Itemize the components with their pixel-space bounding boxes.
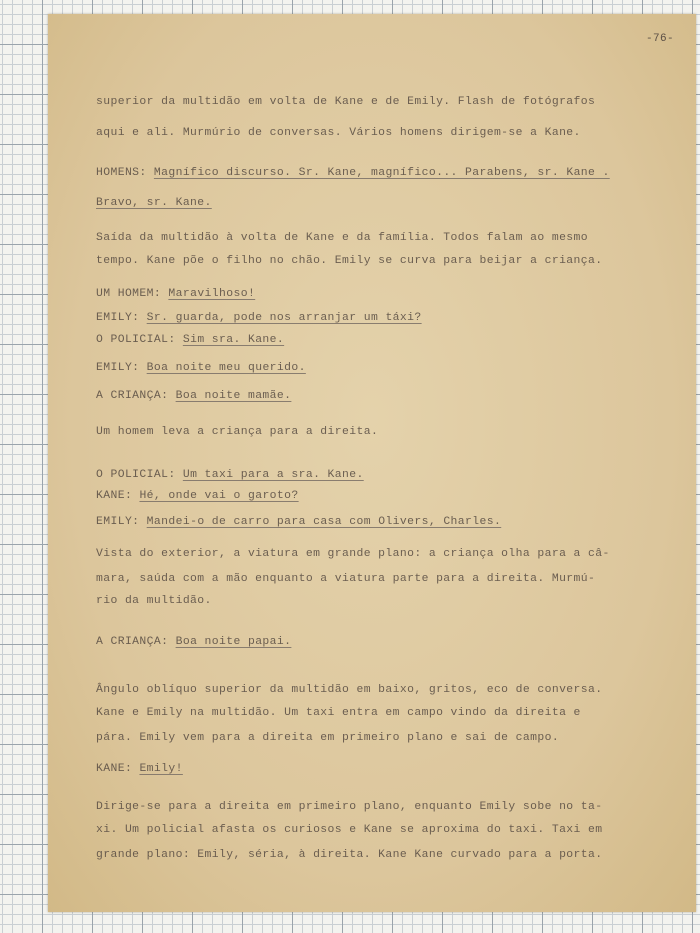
- speech-text: Hé, onde vai o garoto?: [139, 490, 299, 502]
- action-line: [96, 95, 595, 109]
- speaker-label: O POLICIAL:: [96, 469, 176, 481]
- speaker-label: A CRIANÇA:: [96, 390, 169, 402]
- action-line: [96, 800, 602, 814]
- speaker-label: KANE:: [96, 490, 133, 502]
- line-text: grande plano: Emily, séria, à direita. Kane Kane curvado para a porta.: [96, 849, 603, 861]
- dialogue-line: [96, 361, 306, 375]
- speaker-label: HOMENS:: [96, 167, 147, 179]
- speech-text: Mandei-o de carro para casa com Olivers, Charles.: [146, 516, 502, 528]
- speaker-label: UM HOMEM:: [96, 288, 162, 300]
- line-text: Dirige-se para a direita em primeiro plano, enquanto Emily sobe no ta-: [96, 801, 603, 813]
- action-line: [96, 126, 581, 140]
- line-text: mara, saúda com a mão enquanto a viatura parte para a direita. Murmú-: [96, 573, 596, 585]
- line-text: rio da multidão.: [96, 595, 212, 607]
- speech-text: Boa noite mamãe.: [175, 390, 292, 402]
- dialogue-line: [96, 515, 501, 529]
- dialogue-line: [96, 635, 291, 649]
- action-line: [96, 823, 602, 837]
- line-text: tempo. Kane põe o filho no chão. Emily se curva para beijar a criança.: [96, 255, 603, 267]
- speaker-label: A CRIANÇA:: [96, 636, 169, 648]
- speech-text: Sim sra. Kane.: [182, 334, 285, 346]
- speaker-label: EMILY:: [96, 516, 140, 528]
- speaker-label: O POLICIAL:: [96, 334, 176, 346]
- speech-text: Boa noite meu querido.: [146, 362, 306, 374]
- dialogue-line: [96, 333, 284, 347]
- dialogue-line: [96, 489, 299, 503]
- action-line: [96, 594, 212, 608]
- dialogue-line: [96, 762, 183, 776]
- action-line: [96, 848, 602, 862]
- typewritten-page: [48, 14, 696, 912]
- line-text: Ângulo oblíquo superior da multidão em baixo, gritos, eco de conversa.: [96, 684, 603, 696]
- line-text: pára. Emily vem para a direita em primeiro plano e sai de campo.: [96, 732, 560, 744]
- line-text: aqui e ali. Murmúrio de conversas. Vários homens dirigem-se a Kane.: [96, 127, 581, 139]
- line-text: xi. Um policial afasta os curiosos e Kane se aproxima do taxi. Taxi em: [96, 824, 603, 836]
- speech-text: Maravilhoso!: [168, 288, 256, 300]
- speech-text: Emily!: [139, 763, 183, 775]
- speech-text: Magnífico discurso. Sr. Kane, magnífico... Parabens, sr. Kane .: [153, 167, 610, 179]
- speech-text: Sr. guarda, pode nos arranjar um táxi?: [146, 312, 422, 324]
- speaker-label: EMILY:: [96, 362, 140, 374]
- action-line: [96, 683, 602, 697]
- dialogue-line: [96, 166, 610, 180]
- action-line: [96, 547, 610, 561]
- speaker-label: KANE:: [96, 763, 133, 775]
- speaker-label: EMILY:: [96, 312, 140, 324]
- line-text: Saída da multidão à volta de Kane e da família. Todos falam ao mesmo: [96, 232, 589, 244]
- dialogue-line: [96, 389, 291, 403]
- page-number: -76-: [645, 33, 674, 45]
- action-line: [96, 706, 581, 720]
- speech-text: Um taxi para a sra. Kane.: [182, 469, 364, 481]
- action-line: [96, 572, 595, 586]
- line-text: superior da multidão em volta de Kane e de Emily. Flash de fotógrafos: [96, 96, 596, 108]
- line-text: Kane e Emily na multidão. Um taxi entra em campo vindo da direita e: [96, 707, 581, 719]
- action-line: [96, 731, 559, 745]
- speech-text: Boa noite papai.: [175, 636, 292, 648]
- line-text: Vista do exterior, a viatura em grande plano: a criança olha para a câ-: [96, 548, 610, 560]
- line-text: Um homem leva a criança para a direita.: [96, 426, 379, 438]
- action-line: [96, 254, 602, 268]
- action-line: [96, 196, 212, 210]
- dialogue-line: [96, 468, 364, 482]
- dialogue-line: [96, 311, 422, 325]
- line-text: Bravo, sr. Kane.: [96, 197, 212, 209]
- action-line: [96, 425, 378, 439]
- action-line: [96, 231, 588, 245]
- dialogue-line: [96, 287, 255, 301]
